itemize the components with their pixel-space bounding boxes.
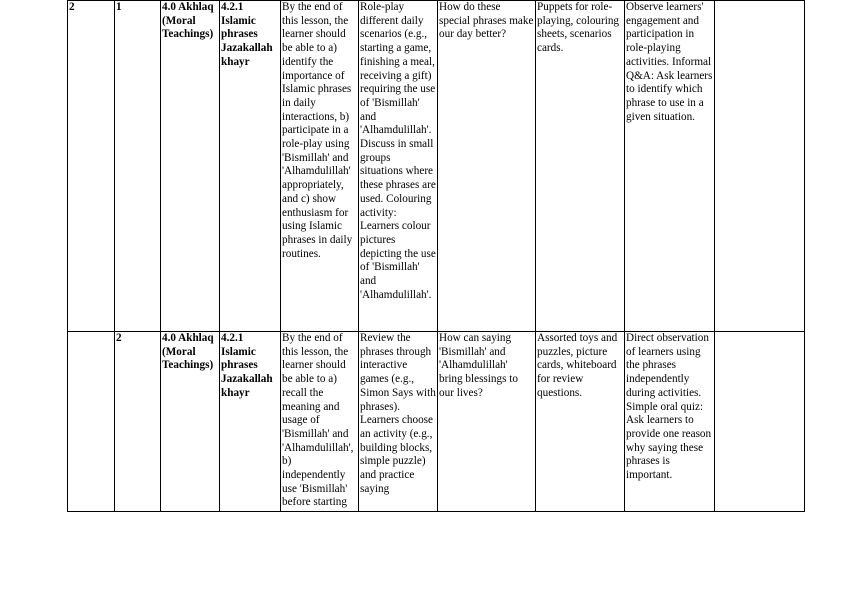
lesson-cell: 2 [115,332,161,512]
week-cell [68,332,115,512]
assessment-cell: Direct observation of learners using the phrases independently during activities. Simple oral quiz: Ask learners to provide one reason why saying these phrases is important. [625,332,715,512]
key-inquiry-cell: How can saying 'Bismillah' and 'Alhamdulillah' bring blessings to our lives? [438,332,536,512]
learning-outcomes-cell: By the end of this lesson, the learner should be able to a) recall the meaning and usage of 'Bismillah' and 'Alhamdulillah', b) independently use 'Bismillah' before starting [281,332,359,512]
remarks-cell [715,1,805,332]
learning-experiences-cell: Review the phrases through interactive games (e.g., Simon Says with phrases). Learners choose an activity (e.g., building blocks, simple puzzle) and practice saying [359,332,438,512]
remarks-cell [715,332,805,512]
learning-resources-cell: Puppets for role-playing, colouring sheets, scenarios cards. [536,1,625,332]
assessment-cell: Observe learners' engagement and participation in role-playing activities. Informal Q&A: Ask learners to identify which phrase to use in a given situation. [625,1,715,332]
lesson-plan-table [67,0,805,512]
strand-cell: 4.0 Akhlaq (Moral Teachings) [161,1,220,332]
sub-strand-cell: 4.2.1 Islamic phrases Jazakallah khayr [220,332,281,512]
week-cell: 2 [68,1,115,332]
sub-strand-cell: 4.2.1 Islamic phrases Jazakallah khayr [220,1,281,332]
learning-resources-cell: Assorted toys and puzzles, picture cards, whiteboard for review questions. [536,332,625,512]
learning-outcomes-cell: By the end of this lesson, the learner should be able to a) identify the importance of Islamic phrases in daily interactions, b) participate in a role-play using 'Bismillah' and 'Alhamdulillah' appropriately, and c) show enthusiasm for using Islamic phrases in daily routines. [281,1,359,332]
learning-experiences-cell: Role-play different daily scenarios (e.g., starting a game, finishing a meal, receiving a gift) requiring the use of 'Bismillah' and 'Alhamdulillah'. Discuss in small groups situations where these phrases are used. Colouring activity: Learners colour pictures depicting the use of 'Bismillah' and 'Alhamdulillah'. [359,1,438,332]
table-row [68,332,805,512]
strand-cell: 4.0 Akhlaq (Moral Teachings) [161,332,220,512]
lesson-cell: 1 [115,1,161,332]
table-row [68,1,805,332]
key-inquiry-cell: How do these special phrases make our day better? [438,1,536,332]
